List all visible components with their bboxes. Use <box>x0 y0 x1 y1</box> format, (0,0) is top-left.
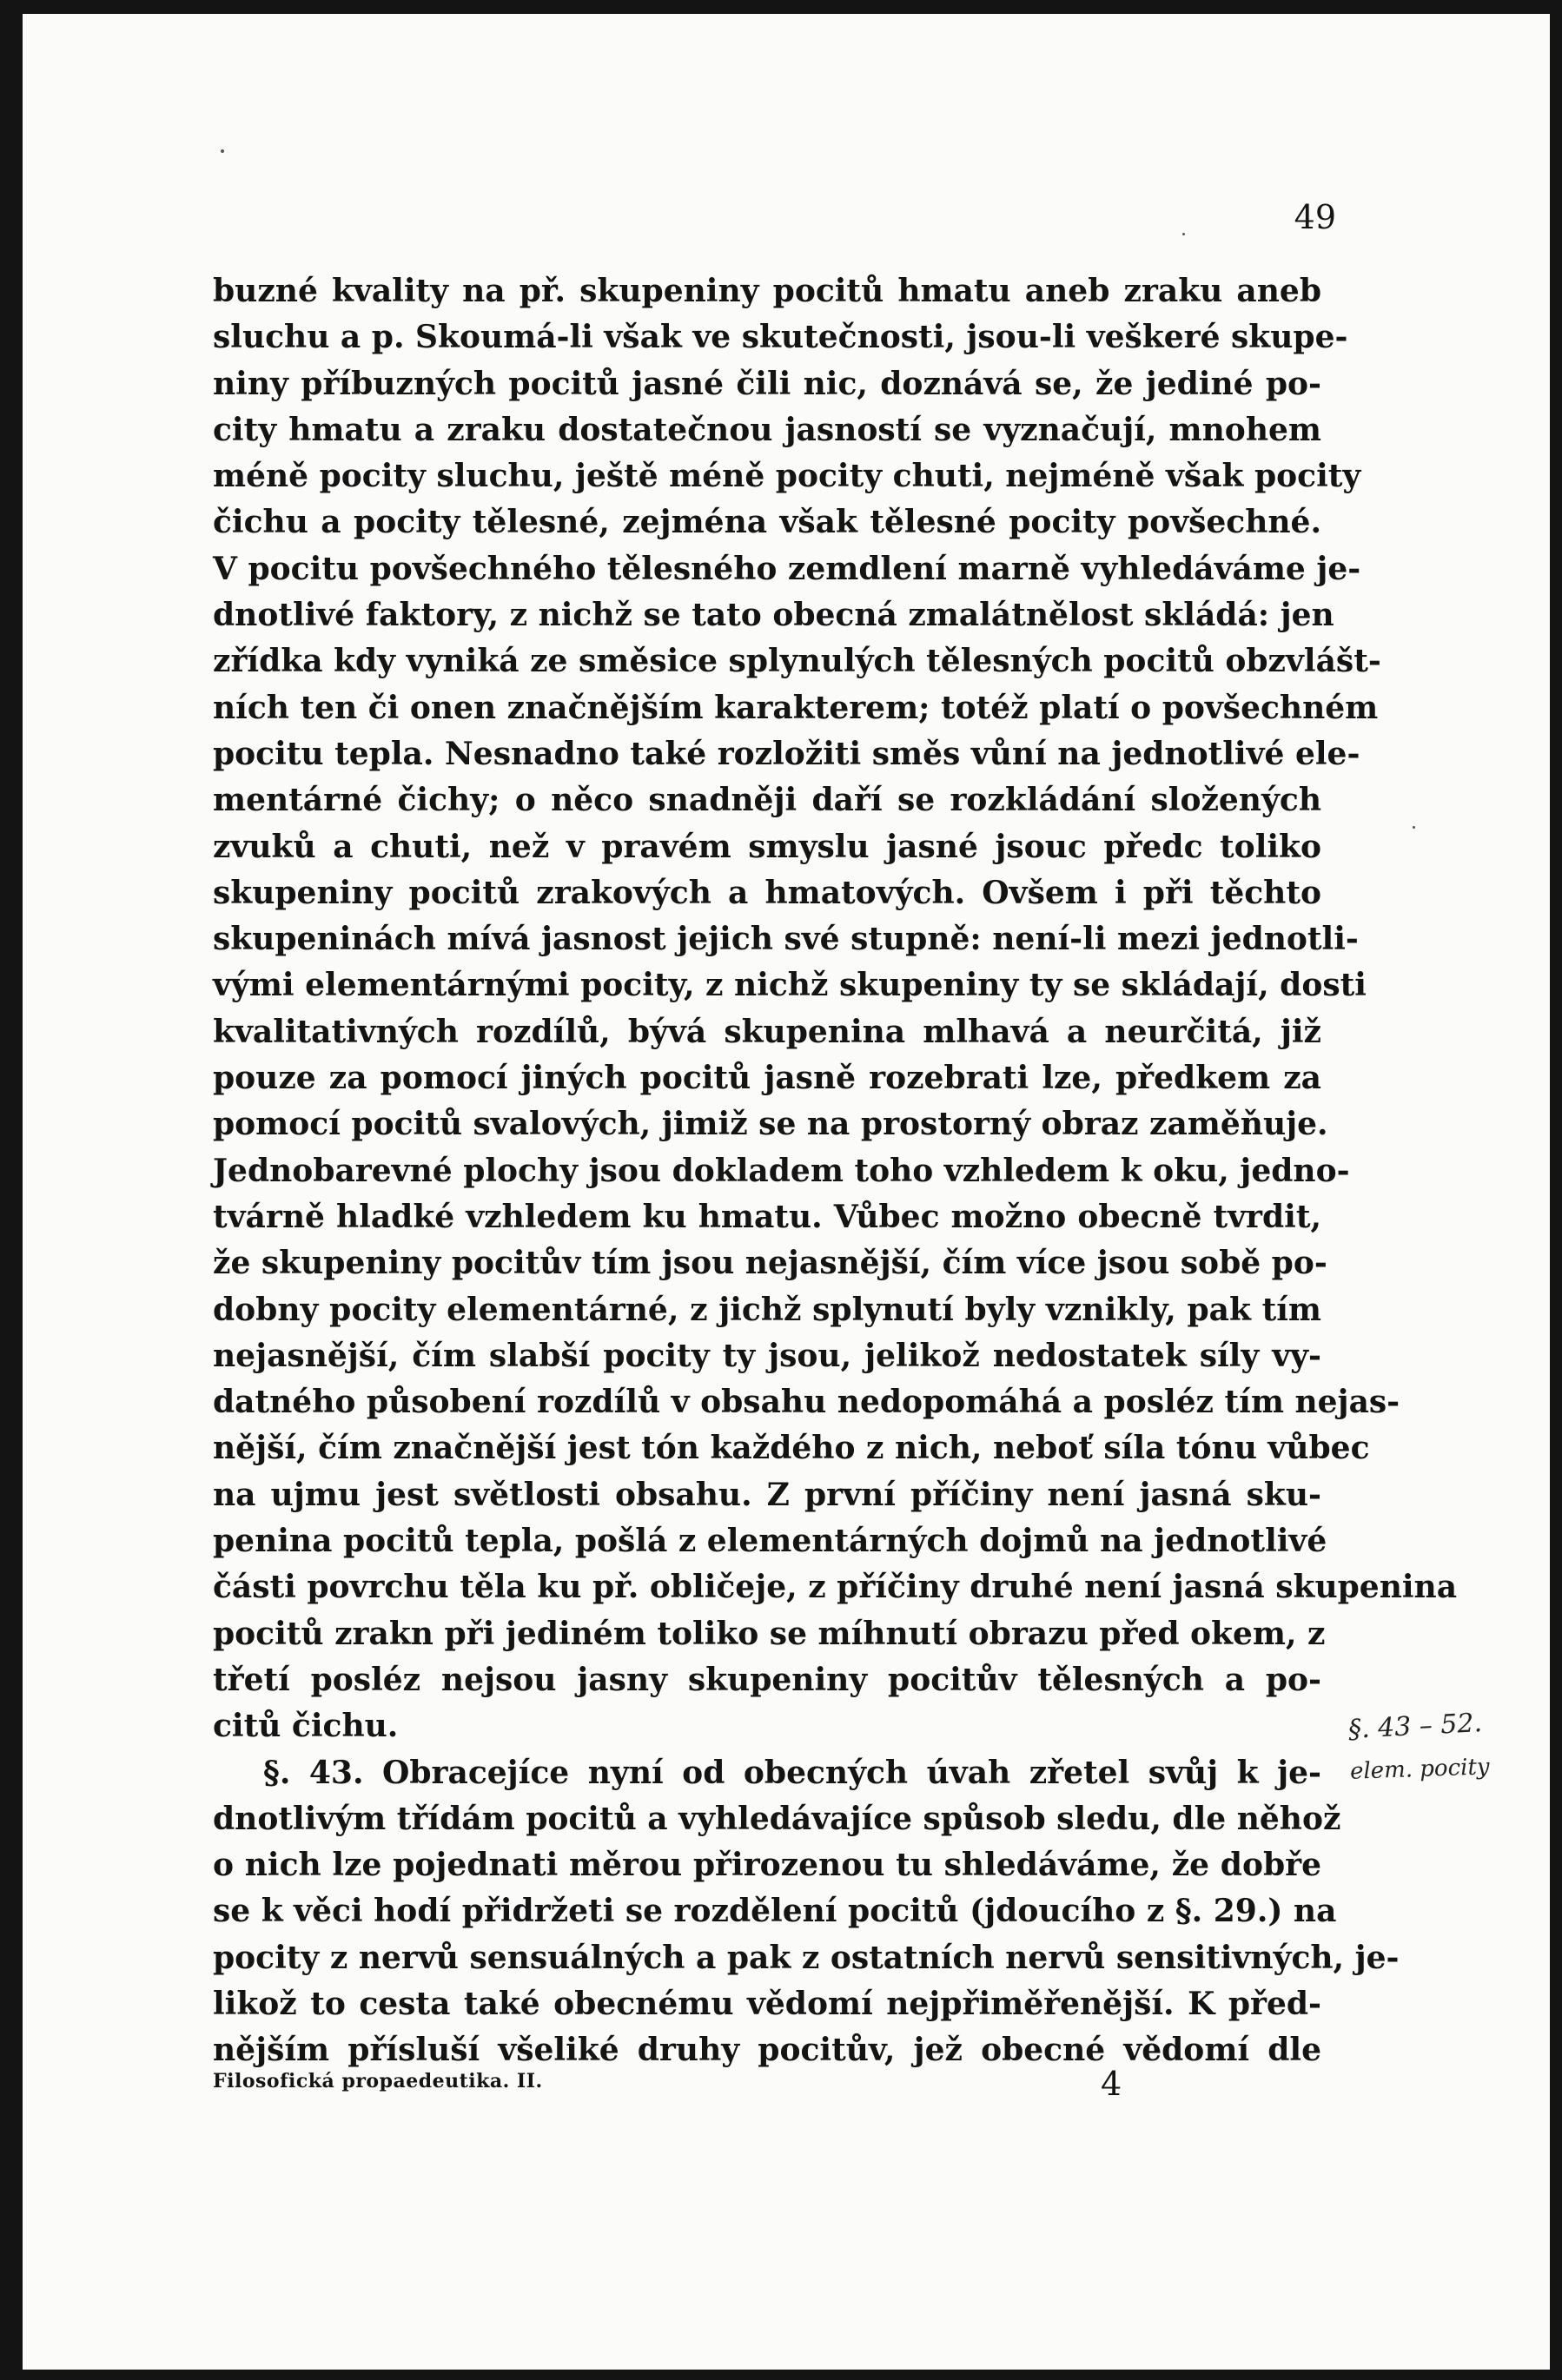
text-line: zvuků a chuti, než v pravém smyslu jasné jsouc předc toliko <box>213 828 1321 865</box>
text-line: pocitu tepla. Nesnadno také rozložiti směs vůní na jednotlivé ele- <box>213 735 1360 772</box>
text-line: penina pocitů tepla, pošlá z elementárných dojmů na jednotlivé <box>213 1523 1327 1560</box>
handwritten-margin-note <box>1348 1702 1531 1815</box>
text-line: buzné kvality na př. skupeniny pocitů hmatu aneb zraku aneb <box>213 273 1321 309</box>
text-line: niny příbuzných pocitů jasné čili nic, doznává se, že jediné po- <box>213 365 1321 402</box>
footer-book-title: Filosofická propaedeutika. II. <box>213 2070 543 2092</box>
text-line: skupeniny pocitů zrakových a hmatových. Ovšem i při těchto <box>213 874 1321 911</box>
text-line: nejasnější, čím slabší pocity ty jsou, jelikož nedostatek síly vy- <box>213 1337 1321 1374</box>
text-line: že skupeniny pocitův tím jsou nejasnější, čím více jsou sobě po- <box>213 1245 1327 1282</box>
text-line: části povrchu těla ku př. obličeje, z příčiny druhé není jasná skupenina <box>213 1569 1458 1606</box>
margin-note-line: elem. pocity <box>1349 1754 1491 1785</box>
text-line: §. 43. Obracejíce nyní od obecných úvah zřetel svůj k je- <box>263 1754 1321 1791</box>
page-number: 49 <box>1294 198 1336 236</box>
text-line: pouze za pomocí jiných pocitů jasně rozebrati lze, předkem za <box>213 1060 1321 1097</box>
text-line: dobny pocity elementárné, z jichž splynutí byly vznikly, pak tím <box>213 1291 1321 1328</box>
text-line: kvalitativných rozdílů, bývá skupenina mlhavá a neurčitá, již <box>213 1013 1321 1050</box>
paper-speck <box>1413 826 1415 829</box>
text-line: dnotlivým třídám pocitů a vyhledávajíce spůsob sledu, dle něhož <box>213 1800 1341 1837</box>
text-line: mentárné čichy; o něco snadněji daří se rozkládání složených <box>213 782 1321 819</box>
margin-note-line: §. 43 – 52. <box>1347 1707 1483 1746</box>
paper-speck <box>221 149 224 153</box>
text-line: nějším přísluší všeliké druhy pocitův, jež obecné vědomí dle <box>213 2032 1321 2069</box>
text-line: V pocitu povšechného tělesného zemdlení marně vyhledáváme je- <box>213 550 1361 587</box>
text-line: likož to cesta také obecnému vědomí nejpřiměřenější. K před- <box>213 1985 1321 2022</box>
signature-mark: 4 <box>1101 2065 1122 2103</box>
text-line: pocitů zrakn při jediném toliko se míhnutí obrazu před okem, z <box>213 1615 1326 1652</box>
text-line: ních ten či onen značnějším karakterem; totéž platí o povšechném <box>213 689 1379 726</box>
text-line: datného působení rozdílů v obsahu nedopomáhá a posléz tím nejas- <box>213 1384 1400 1421</box>
text-line: skupeninách mívá jasnost jejich své stupně: není-li mezi jednotli- <box>213 921 1359 958</box>
text-line: méně pocity sluchu, ještě méně pocity chuti, nejméně však pocity <box>213 458 1361 495</box>
text-line: citů čichu. <box>213 1708 399 1745</box>
text-line: na ujmu jest světlosti obsahu. Z první příčiny není jasná sku- <box>213 1476 1321 1513</box>
text-line: city hmatu a zraku dostatečnou jasností se vyznačují, mnohem <box>213 411 1321 448</box>
text-line: se k věci hodí přidržeti se rozdělení pocitů (jdoucího z §. 29.) na <box>213 1893 1337 1930</box>
text-line: nější, čím značnější jest tón každého z nich, neboť síla tónu vůbec <box>213 1430 1370 1467</box>
text-line: o nich lze pojednati měrou přirozenou tu shledáváme, že dobře <box>213 1847 1321 1884</box>
text-line: dnotlivé faktory, z nichž se tato obecná zmalátnělost skládá: jen <box>213 597 1334 634</box>
page-footer <box>213 2065 1321 2103</box>
text-line: pocity z nervů sensuálných a pak z ostatních nervů sensitivných, je- <box>213 1939 1400 1976</box>
text-line: Jednobarevné plochy jsou dokladem toho vzhledem k oku, jedno- <box>213 1152 1350 1189</box>
text-line: třetí posléz nejsou jasny skupeniny pocitův tělesných a po- <box>213 1661 1321 1698</box>
text-line: tvárně hladké vzhledem ku hmatu. Vůbec možno obecně tvrdit, <box>213 1198 1321 1235</box>
paper-speck <box>1182 233 1185 235</box>
text-line: sluchu a p. Skoumá-li však ve skutečnosti, jsou-li veškeré skupe- <box>213 319 1348 356</box>
text-line: čichu a pocity tělesné, zejména však tělesné pocity povšechné. <box>213 504 1321 541</box>
text-line: zřídka kdy vyniká ze směsice splynulých tělesných pocitů obzvlášt- <box>213 643 1381 680</box>
text-line: vými elementárnými pocity, z nichž skupeniny ty se skládají, dosti <box>213 967 1367 1004</box>
text-line: pomocí pocitů svalových, jimiž se na prostorný obraz zaměňuje. <box>213 1106 1328 1143</box>
